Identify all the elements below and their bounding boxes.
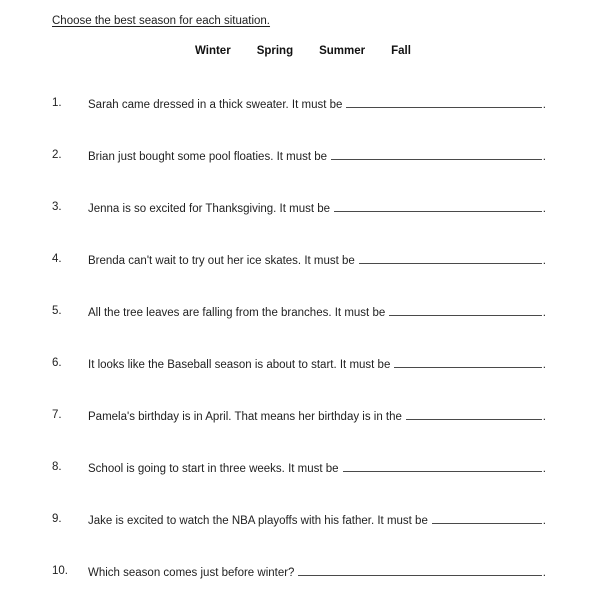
question-row <box>0 564 600 616</box>
question-number: 5. <box>52 305 62 317</box>
question-row <box>0 252 600 304</box>
question-period: . <box>542 255 546 267</box>
question-text: Sarah came dressed in a thick sweater. It must be <box>88 99 343 111</box>
question-number: 2. <box>52 149 62 161</box>
question-body <box>88 148 546 164</box>
answer-blank[interactable] <box>343 460 542 472</box>
question-period: . <box>542 515 546 527</box>
question-body <box>88 356 546 372</box>
question-row <box>0 304 600 356</box>
answer-blank[interactable] <box>331 148 542 160</box>
question-text: School is going to start in three weeks. It must be <box>88 463 339 475</box>
answer-blank[interactable] <box>406 408 542 420</box>
season-word-winter: Winter <box>195 45 231 57</box>
question-body <box>88 200 546 216</box>
question-number: 7. <box>52 409 62 421</box>
question-row <box>0 148 600 200</box>
question-number: 10. <box>52 565 68 577</box>
question-period: . <box>542 151 546 163</box>
instruction-heading: Choose the best season for each situation. <box>52 15 271 27</box>
question-period: . <box>542 99 546 111</box>
question-row <box>0 408 600 460</box>
question-row <box>0 460 600 512</box>
question-period: . <box>542 359 546 371</box>
question-period: . <box>542 307 546 319</box>
answer-blank[interactable] <box>298 564 541 576</box>
question-text: Brenda can't wait to try out her ice skates. It must be <box>88 255 355 267</box>
season-word-fall: Fall <box>391 45 411 57</box>
question-row <box>0 96 600 148</box>
question-number: 3. <box>52 201 62 213</box>
question-text: All the tree leaves are falling from the branches. It must be <box>88 307 386 319</box>
question-number: 4. <box>52 253 62 265</box>
question-period: . <box>542 463 546 475</box>
question-text: Jake is excited to watch the NBA playoffs with his father. It must be <box>88 515 428 527</box>
answer-blank[interactable] <box>389 304 542 316</box>
question-body <box>88 564 546 580</box>
season-word-bank <box>195 45 411 57</box>
question-row <box>0 512 600 564</box>
answer-blank[interactable] <box>334 200 542 212</box>
question-period: . <box>542 411 546 423</box>
season-word-spring: Spring <box>256 45 294 57</box>
answer-blank[interactable] <box>346 96 541 108</box>
question-number: 1. <box>52 97 62 109</box>
question-text: Jenna is so excited for Thanksgiving. It must be <box>88 203 331 215</box>
question-number: 8. <box>52 461 62 473</box>
question-body <box>88 96 546 112</box>
question-row <box>0 356 600 408</box>
question-list <box>0 96 600 616</box>
answer-blank[interactable] <box>432 512 542 524</box>
season-word-summer: Summer <box>319 45 366 57</box>
question-body <box>88 460 546 476</box>
question-body <box>88 408 546 424</box>
question-row <box>0 200 600 252</box>
question-period: . <box>542 567 546 579</box>
question-text: It looks like the Baseball season is about to start. It must be <box>88 359 391 371</box>
question-text: Pamela's birthday is in April. That means her birthday is in the <box>88 411 402 423</box>
question-body <box>88 512 546 528</box>
question-body <box>88 304 546 320</box>
answer-blank[interactable] <box>359 252 542 264</box>
question-body <box>88 252 546 268</box>
question-number: 6. <box>52 357 62 369</box>
question-period: . <box>542 203 546 215</box>
question-text: Brian just bought some pool floaties. It must be <box>88 151 328 163</box>
question-number: 9. <box>52 513 62 525</box>
answer-blank[interactable] <box>394 356 541 368</box>
question-text: Which season comes just before winter? <box>88 567 295 579</box>
